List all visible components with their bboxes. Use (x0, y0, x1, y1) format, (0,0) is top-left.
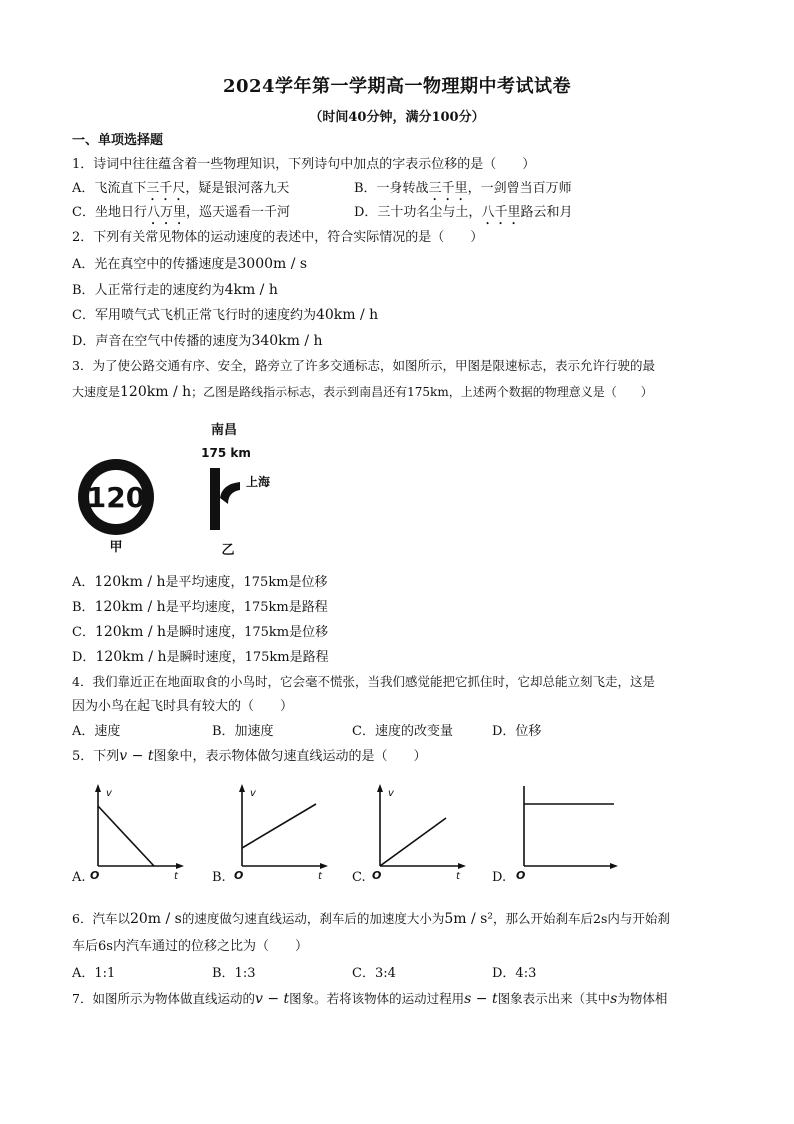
q1-c-em: 八万里 (146, 205, 186, 220)
q3-stem2-b: ；乙图是路线指示标志，表示到南昌还有175km，上述两个数据的物理意义是（ ） (191, 385, 653, 399)
q1-b-post: ，一剑曾当百万师 (467, 181, 572, 196)
q5-c-origin: O (372, 869, 382, 882)
speed-limit-sign-figure (74, 455, 174, 555)
q5-stem-pre: 5．下列 (72, 749, 120, 764)
q6-stem-line2: 车后6s内汽车通过的位移之比为（ ） (72, 939, 308, 954)
q1-a-em: 三千尺 (146, 181, 186, 196)
route-main-road (210, 468, 220, 530)
q5-b-t-arrow (320, 863, 328, 869)
q5-b-origin: O (234, 869, 244, 882)
figure-label-yi: 乙 (221, 543, 235, 558)
q6-option-b: B．1:3 (212, 966, 256, 981)
q5-stem (72, 747, 426, 766)
q3-b-val: 120km / h (94, 599, 166, 615)
route-distance: 175 km (201, 446, 251, 460)
q5-graph-d (514, 782, 624, 882)
q5-graph-a (88, 782, 188, 882)
q1-b-pre: B．一身转战 (354, 181, 429, 196)
q5-label-d: D. (492, 870, 507, 885)
q5-graph-b (232, 782, 332, 882)
q6-option-d: D．4:3 (492, 966, 537, 981)
q1-option-a (72, 180, 289, 204)
q1-a-post: ，疑是银河落九天 (185, 181, 290, 196)
q5-c-line (380, 818, 446, 866)
q2-a-text: A．光在真空中的传播速度是 (72, 257, 238, 272)
figure-label-jia: 甲 (109, 540, 123, 555)
q4-option-b: B．加速度 (212, 724, 274, 739)
q2-option-b (72, 281, 278, 300)
q1-d-pre: D．三十功名尘与土， (354, 205, 482, 220)
q6-option-c: C．3:4 (352, 966, 396, 981)
q3-option-a (72, 573, 328, 592)
q2-option-c (72, 306, 378, 325)
q1-b-em: 三千里 (428, 181, 468, 196)
q1-option-b (354, 180, 572, 204)
q5-c-t-label: t (456, 871, 460, 882)
q3-stem2-val: 120km / h (120, 384, 192, 400)
q5-b-v-arrow (239, 784, 245, 792)
q7-stem-m2: s − t (464, 991, 498, 1007)
q3-a-post: 是平均速度，175km是位移 (165, 575, 328, 590)
q5-a-t-arrow (176, 863, 184, 869)
q4-stem-line1: 4．我们靠近正在地面取食的小鸟时，它会毫不慌张，当我们感觉能把它抓住时，它却总能立刻飞走，这是 (72, 674, 655, 689)
q6-stem1-a2: 5m / s² (444, 911, 493, 927)
q5-c-t-arrow (458, 863, 466, 869)
q4-option-c: C．速度的改变量 (352, 724, 453, 739)
q6-stem1-c: ，那么开始刹车后2s内与开始刹 (492, 911, 670, 926)
q7-stem-c: 图象表示出来（其中 (497, 991, 611, 1006)
page-subtitle: （时间40分钟，满分100分） (309, 110, 485, 125)
q1-stem: 1．诗词中往往蕴含着一些物理知识，下列诗句中加点的字表示位移的是（ ） (72, 157, 536, 172)
q3-b-post: 是平均速度，175km是路程 (165, 600, 328, 615)
q2-a-val: 3000m / s (237, 256, 308, 272)
q5-label-b: B. (212, 870, 226, 885)
q3-c-val: 120km / h (94, 624, 167, 640)
q3-d-val: 120km / h (95, 649, 167, 665)
q5-c-v-label: v (388, 788, 394, 799)
q5-d-t-arrow (610, 863, 618, 869)
q3-c-post: 是瞬时速度，175km是位移 (166, 625, 329, 640)
q3-b-pre: B． (72, 600, 95, 615)
q4-option-a: A．速度 (72, 724, 121, 739)
q5-a-origin: O (90, 869, 100, 882)
page-title: 2024学年第一学期高一物理期中考试试卷 (222, 76, 572, 97)
q2-c-text: C．军用喷气式飞机正常飞行时的速度约为 (72, 308, 316, 323)
q3-stem-line2 (72, 383, 653, 401)
q1-c-post: ，巡天遥看一千河 (185, 205, 290, 220)
route-sign-figure (196, 420, 296, 560)
q5-stem-math: v − t (119, 748, 154, 764)
q7-stem-b: 图象。若将该物体的运动过程用 (289, 991, 465, 1006)
q3-stem-line1: 3．为了使公路交通有序、安全，路旁立了许多交通标志，如图所示，甲图是限速标志，表示允许行驶的最 (72, 358, 655, 373)
q3-a-pre: A． (72, 575, 95, 590)
q6-stem-line1 (72, 910, 670, 928)
q2-b-text: B．人正常行走的速度约为 (72, 283, 225, 298)
q5-a-t-label: t (174, 871, 178, 882)
q2-c-val: 40km / h (315, 307, 379, 323)
q5-a-v-arrow (95, 784, 101, 792)
route-city-shanghai: 上海 (245, 475, 271, 489)
q1-option-d (354, 204, 572, 228)
q6-stem1-a: 6．汽车以 (72, 911, 130, 926)
q1-d-post: 路云和月 (520, 205, 573, 220)
route-city-nanchang: 南昌 (210, 423, 238, 438)
q5-d-origin: O (516, 869, 526, 882)
section-title: 一、单项选择题 (72, 133, 164, 148)
q5-graph-c (370, 782, 470, 882)
q2-stem: 2．下列有关常见物体的运动速度的表述中，符合实际情况的是（ ） (72, 230, 484, 245)
q3-d-pre: D． (72, 650, 96, 665)
q5-label-c: C. (352, 870, 366, 885)
q1-option-c (72, 204, 290, 228)
q5-b-line (242, 804, 316, 848)
q7-stem-m3: s (610, 991, 618, 1007)
q2-d-val: 340km / h (251, 333, 323, 349)
q4-option-d: D．位移 (492, 724, 542, 739)
q5-stem-post: 图象中，表示物体做匀速直线运动的是（ ） (153, 749, 427, 764)
q7-stem-d: 为物体相 (617, 991, 668, 1006)
q3-c-pre: C． (72, 625, 95, 640)
q3-option-b (72, 598, 328, 617)
q5-a-v-label: v (106, 788, 112, 799)
route-branch-road (220, 482, 240, 504)
q7-stem-a: 7．如图所示为物体做直线运动的 (72, 991, 255, 1006)
q2-option-a (72, 255, 307, 274)
q7-stem-m1: v − t (254, 991, 290, 1007)
q3-a-val: 120km / h (94, 574, 166, 590)
q4-stem-line2: 因为小鸟在起飞时具有较大的（ ） (72, 699, 294, 714)
q3-d-post: 是瞬时速度，175km是路程 (166, 650, 329, 665)
q2-option-d (72, 332, 323, 351)
q2-b-val: 4km / h (224, 282, 278, 298)
q5-a-line (98, 806, 154, 866)
q6-option-a: A．1:1 (72, 966, 116, 981)
q3-option-c (72, 623, 328, 642)
q7-stem (72, 990, 667, 1008)
q2-d-text: D．声音在空气中传播的速度为 (72, 334, 252, 349)
q5-c-v-arrow (377, 784, 383, 792)
speed-limit-value: 120 (86, 481, 146, 514)
q5-b-t-label: t (318, 871, 322, 882)
q1-c-pre: C．坐地日行 (72, 205, 147, 220)
q5-b-v-label: v (250, 788, 256, 799)
q1-d-em: 八千里 (481, 205, 521, 220)
q6-stem1-b: 的速度做匀速直线运动，刹车后的加速度大小为 (181, 911, 445, 926)
q6-stem1-v: 20m / s (129, 911, 182, 927)
q1-a-pre: A．飞流直下 (72, 181, 147, 196)
q3-option-d (72, 648, 329, 667)
q3-stem2-a: 大速度是 (72, 385, 121, 399)
q5-label-a: A. (72, 870, 86, 885)
